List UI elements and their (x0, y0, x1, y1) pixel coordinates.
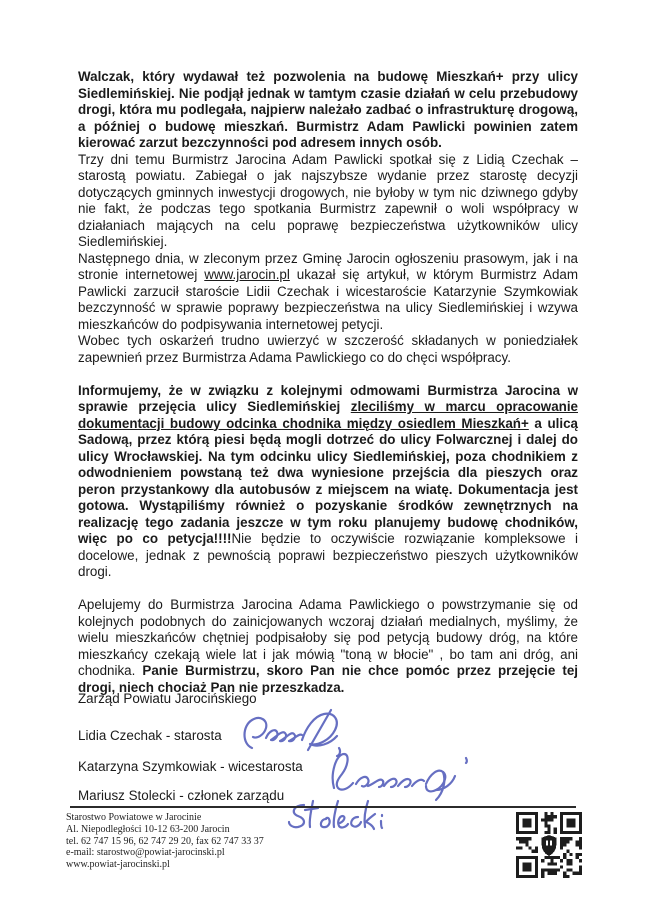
organization-name: Zarząd Powiatu Jarocińskiego (78, 691, 257, 706)
footer-line: tel. 62 747 15 96, 62 747 29 20, fax 62 747 33 37 (66, 835, 264, 847)
paragraph (78, 333, 578, 366)
text-run: Nie będzie to oczywiście rozwiązanie kompleksowe i docelowe, jednak z pewnością poprawi bezpieczeństwo pieszych użytkowników drogi. (78, 531, 578, 579)
footer-line: Al. Niepodległości 10-12 63-200 Jarocin (66, 823, 230, 835)
paragraph (78, 383, 578, 581)
text-run: Wobec tych oskarżeń trudno uwierzyć w szczerość składanych w poniedziałek zapewnień przez Burmistrza Adama Pawlickiego co do chęci współpracy. (78, 333, 578, 365)
footer-line: www.powiat-jarocinski.pl (66, 859, 170, 871)
footer-contact-block (66, 812, 264, 871)
signer-name-wicestarosta: Katarzyna Szymkowiak - wicestarosta (78, 759, 303, 774)
szymkowiak-signature-ink-icon (322, 746, 474, 806)
text-run: ukazał się artykuł, w którym Burmistrz Adam Pawlicki zarzucił staroście Lidii Czechak i wicestaroście Katarzynie Szymkowiak bezczynność w sprawie poprawy bezpieczeństwa na ulicy Siedlemińskiej i wzywa mieszkańców do podpisywania internetowej petycji. (78, 267, 578, 332)
paragraph (78, 152, 578, 251)
paragraph-spacer (78, 581, 578, 598)
signer-name-czlonek-zarzadu: Mariusz Stolecki - członek zarządu (78, 788, 285, 803)
underlined-text-run: zleciliśmy w marcu opracowanie dokumentacji budowy odcinka chodnika między osiedlem Mieszkań+ (78, 399, 578, 431)
signer-name-starosta: Lidia Czechak - starosta (78, 728, 222, 743)
paragraph-spacer (78, 366, 578, 383)
bold-text-run: Informujemy, że w związku z kolejnymi odmowami Burmistrza Jarocina w sprawie przejęcia ulicy Siedlemińskiej (78, 382, 578, 414)
paragraph (78, 251, 578, 334)
qr-code (516, 812, 582, 878)
footer-divider (70, 806, 576, 808)
paragraph (78, 69, 578, 152)
bold-text-run: Walczak, który wydawał też pozwolenia na budowę Mieszkań+ przy ulicy Siedlemińskiej. Nie podjął jednak w tamtym czasie działań w celu przebudowy drogi, która mu podlegała, najpierw należało zadbać o infrastrukturę drogową, a później o budowę mieszkań. Burmistrz Adam Pawlicki powinien zatem kierować zarzut bezczynności pod adresem innych osób. (78, 69, 578, 150)
bold-text-run: Panie Burmistrzu, skoro Pan nie chce pomóc przez przejęcie tej drogi, niech chociaż Pan nie przeszkadza. (78, 663, 578, 695)
letter-body (78, 69, 578, 696)
text-run: Następnego dnia, w zleconym przez Gminę Jarocin ogłoszeniu prasowym, jak i na stronie internetowej (78, 250, 578, 282)
bold-text-run: a ulicą Sadową, przez którą piesi będą mogli dotrzeć do ulicy Folwarcznej i dalej do ulicy Wrocławskiej. Na tym odcinku ulicy Siedlemińskiej, poza chodnikiem z odwodnieniem powstaną też dwa wyniesione przejścia dla pieszych oraz peron przystankowy dla autobusów z miejscem na wiatę. Dokumentacja jest gotowa. Wystąpiliśmy również o pozyskanie środków zewnętrznych na realizację tego zadania jeszcze w tym roku planujemy budowę chodników, więc po co petycja!!!! (78, 415, 578, 546)
text-run: Trzy dni temu Burmistrz Jarocina Adam Pawlicki spotkał się z Lidią Czechak – starostą powiatu. Zabiegał o jak najszybsze wydanie przez starostę decyzji dotyczących gminnych inwestycji drogowych, nie byłoby w tym nic dziwnego gdyby nie fakt, że podczas tego spotkania Burmistrz zapewnił o woli współpracy w działaniach mających na celu poprawę bezpieczeństwa użytkowników ulicy Siedlemińskiej. (78, 151, 578, 249)
underlined-text-run: www.jarocin.pl (204, 267, 290, 282)
stolecki-signature-ink-icon (286, 797, 408, 837)
paragraph (78, 597, 578, 696)
text-run: Apelujemy do Burmistrza Jarocina Adama Pawlickiego o powstrzymanie się od kolejnych podobnych do zainicjowanych wczoraj działań medialnych, myślimy, że wielu mieszkańców chętniej podpisałoby się pod petycją budowy dróg, na które mieszkańcy czekają wiele lat i jak mówią "toną w błocie" , bo tam ani dróg, ani chodnika. (78, 597, 578, 678)
footer-line: Starostwo Powiatowe w Jarocinie (66, 812, 202, 823)
footer-line: e-mail: starostwo@powiat-jarocinski.pl (66, 847, 225, 859)
